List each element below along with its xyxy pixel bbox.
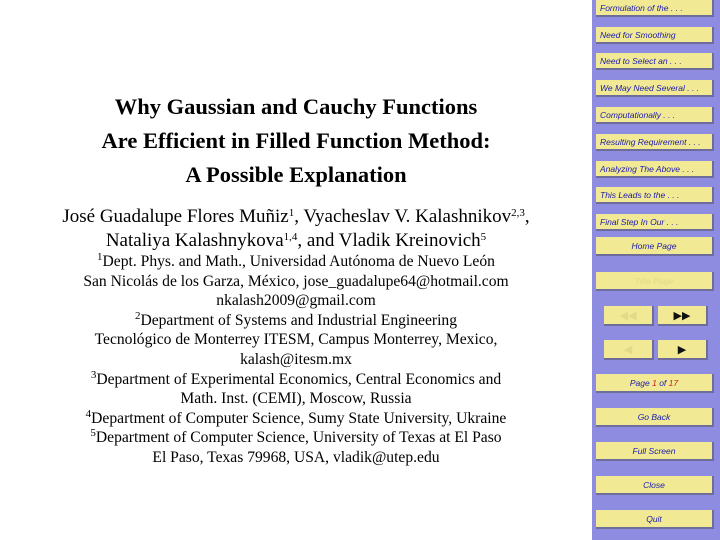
affiliation-line: Tecnológico de Monterrey ITESM, Campus Monterrey, Mexico,	[94, 331, 498, 349]
affiliation-line: $^4$Department of Computer Science, Sumy State University, Ukraine	[85, 407, 507, 427]
author-affil-marker: 5	[480, 230, 487, 243]
author-name: Vyacheslav V. Kalashnikov	[303, 206, 512, 227]
nav-item-may-need-several[interactable]: We May Need Several . . .	[596, 80, 714, 97]
quit-button[interactable]: Quit	[596, 510, 714, 529]
title-line-1: Why Gaussian and Cauchy Functions	[114, 94, 478, 119]
full-screen-button[interactable]: Full Screen	[596, 442, 714, 461]
affiliation-list	[0, 252, 592, 468]
affiliation-email: kalash@itesm.mx	[240, 350, 352, 368]
author-name: and Vladik Kreinovich	[306, 230, 481, 251]
title-line-3: A Possible Explanation	[185, 162, 407, 187]
next-page-button[interactable]: ▶	[658, 340, 708, 360]
nav-item-computationally[interactable]: Computationally . . .	[596, 107, 714, 124]
total-page-number: 17	[668, 378, 679, 388]
title-page-button[interactable]: Title Page	[596, 272, 714, 291]
affiliation-marker: 5	[90, 427, 96, 440]
affiliation-line: Math. Inst. (CEMI), Moscow, Russia	[180, 390, 412, 408]
author-name: José Guadalupe Flores Muñiz	[62, 206, 289, 227]
nav-item-need-smoothing[interactable]: Need for Smoothing	[596, 27, 714, 44]
home-page-button[interactable]: Home Page	[596, 237, 714, 256]
go-back-button[interactable]: Go Back	[596, 408, 714, 427]
affiliation-marker: 3	[90, 368, 97, 381]
navigation-sidebar	[592, 0, 720, 540]
first-page-button[interactable]: ◀◀	[604, 306, 654, 326]
affiliation-email: nkalash2009@gmail.com	[216, 292, 376, 310]
current-page-number: 1	[652, 378, 657, 388]
paper-title	[0, 90, 592, 192]
title-line-2: Are Efficient in Filled Function Method:	[101, 128, 491, 153]
affiliation-marker: 2	[134, 309, 141, 322]
author-affil-marker: 2,3	[511, 206, 525, 219]
author-affil-marker: 1	[288, 206, 295, 219]
author-line-1: José Guadalupe Flores Muñiz$^1$, Vyacheslav V. Kalashnikov$^{2,3}$,	[62, 206, 530, 227]
author-name: Nataliya Kalashnykova	[105, 230, 284, 251]
previous-page-button[interactable]: ◀	[604, 340, 654, 360]
author-line-2: Nataliya Kalashnykova$^{1,4}$, and Vladik Kreinovich$^5$	[105, 230, 487, 251]
nav-item-leads-to[interactable]: This Leads to the . . .	[596, 187, 714, 204]
nav-item-analyzing[interactable]: Analyzing The Above . . .	[596, 161, 714, 178]
nav-item-need-select[interactable]: Need to Select an . . .	[596, 53, 714, 70]
affiliation-marker: 4	[85, 407, 92, 420]
affiliation-line: $^5$Department of Computer Science, University of Texas at El Paso	[90, 427, 502, 447]
affiliation-line: San Nicolás de los Garza, México, jose_guadalupe64@hotmail.com	[83, 272, 509, 290]
nav-item-formulation[interactable]: Formulation of the . . .	[596, 0, 714, 17]
last-page-button[interactable]: ▶▶	[658, 306, 708, 326]
affiliation-line: El Paso, Texas 79968, USA, vladik@utep.edu	[152, 448, 440, 466]
affiliation-line: $^1$Dept. Phys. and Math., Universidad Autónoma de Nuevo León	[97, 250, 495, 270]
nav-item-resulting-requirement[interactable]: Resulting Requirement . . .	[596, 134, 714, 151]
affiliation-line: $^2$Department of Systems and Industrial Engineering	[134, 309, 458, 329]
close-button[interactable]: Close	[596, 476, 714, 495]
nav-item-final-step[interactable]: Final Step In Our . . .	[596, 214, 714, 231]
page-indicator: Page 1 of 17	[596, 374, 714, 393]
affiliation-line: $^3$Department of Experimental Economics, Central Economics and	[90, 368, 502, 388]
affiliation-marker: 1	[97, 250, 103, 263]
author-affil-marker: 1,4	[283, 230, 298, 243]
author-list	[0, 205, 592, 253]
